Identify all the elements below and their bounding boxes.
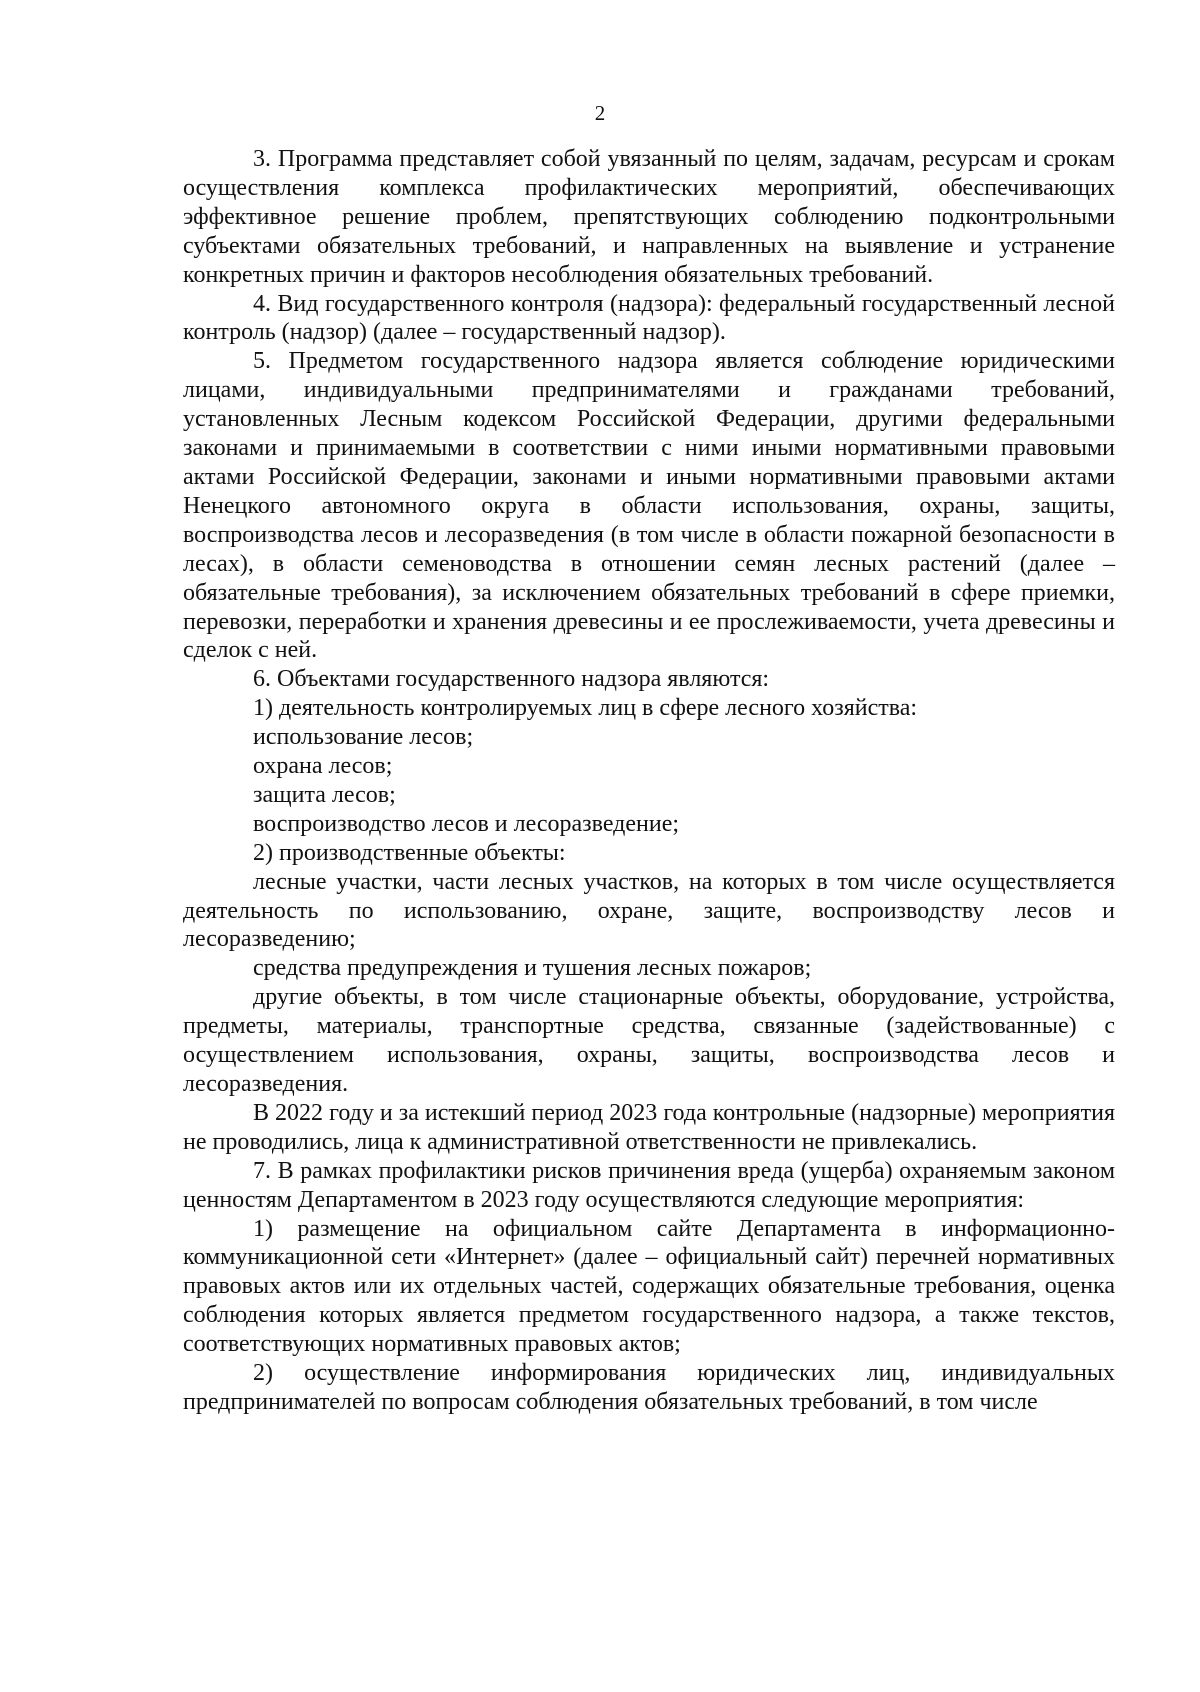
paragraph-2022-events: В 2022 году и за истекший период 2023 года контрольные (надзорные) мероприятия не проводились, лица к административной ответственности не привлекались. (183, 1099, 1115, 1155)
paragraph-forest-plots: лесные участки, части лесных участков, на которых в том числе осуществляется деятельность по использованию, охране, защите, воспроизводству лесов и лесоразведению; (183, 868, 1115, 953)
list-item-fire-means: средства предупреждения и тушения лесных пожаров; (253, 955, 812, 982)
list-item-reforestation: воспроизводство лесов и лесоразведение; (253, 810, 680, 837)
list-item-forest-protection: охрана лесов; (253, 753, 393, 780)
paragraph-website-publication: 1) размещение на официальном сайте Департамента в информационно-коммуникационной сети «Интернет» (далее – официальный сайт) перечней нормативных правовых актов или их отдельных частей, содержащих обязательные требования, оценка соблюдения которых является предметом государственного надзора, а также текстов, соответствующих нормативных правовых актов; (183, 1215, 1115, 1358)
document-body (183, 145, 1115, 1417)
paragraph-objects-heading: 6. Объектами государственного надзора являются: (253, 666, 770, 693)
paragraph-program: 3. Программа представляет собой увязанный по целям, задачам, ресурсам и срокам осуществления комплекса профилактических мероприятий, обеспечивающих эффективное решение проблем, препятствующих соблюдению подконтрольными субъектами обязательных требований, и направленных на выявление и устранение конкретных причин и факторов несоблюдения обязательных требований. (183, 146, 1115, 288)
paragraph-prevention: 7. В рамках профилактики рисков причинения вреда (ущерба) охраняемым законом ценностям Департаментом в 2023 году осуществляются следующие мероприятия: (183, 1157, 1115, 1213)
paragraph-informing: 2) осуществление информирования юридических лиц, индивидуальных предпринимателей по вопросам соблюдения обязательных требований, в том числе (183, 1360, 1115, 1415)
paragraph-control-type: 4. Вид государственного контроля (надзора): федеральный государственный лесной контроль (надзор) (далее – государственный надзор). (183, 290, 1115, 346)
page-number: 2 (594, 101, 606, 125)
paragraph-subject: 5. Предметом государственного надзора является соблюдение юридическими лицами, индивидуальными предпринимателями и гражданами требований, установленных Лесным кодексом Российской Федерации, другими федеральными законами и принимаемыми в соответствии с ними иными нормативными правовыми актами Российской Федерации, законами и иными нормативными правовыми актами Ненецкого автономного округа в области использования, охраны, защиты, воспроизводства лесов и лесоразведения (в том числе в области пожарной безопасности в лесах), в области семеноводства в отношении семян лесных растений (далее – обязательные требования), за исключением обязательных требований в сфере приемки, перевозки, переработки и хранения древесины и ее прослеживаемости, учета древесины и сделок с ней. (183, 348, 1115, 664)
list-item-forest-defense: защита лесов; (253, 781, 396, 808)
list-item-activity: 1) деятельность контролируемых лиц в сфере лесного хозяйства: (253, 695, 918, 722)
paragraph-other-objects: другие объекты, в том числе стационарные объекты, оборудование, устройства, предметы, материалы, транспортные средства, связанные (задействованные) с осуществлением использования, охраны, защиты, воспроизводства лесов и лесоразведения. (183, 984, 1115, 1097)
list-item-production-objects: 2) производственные объекты: (253, 839, 566, 866)
list-item-forest-use: использование лесов; (253, 724, 474, 751)
